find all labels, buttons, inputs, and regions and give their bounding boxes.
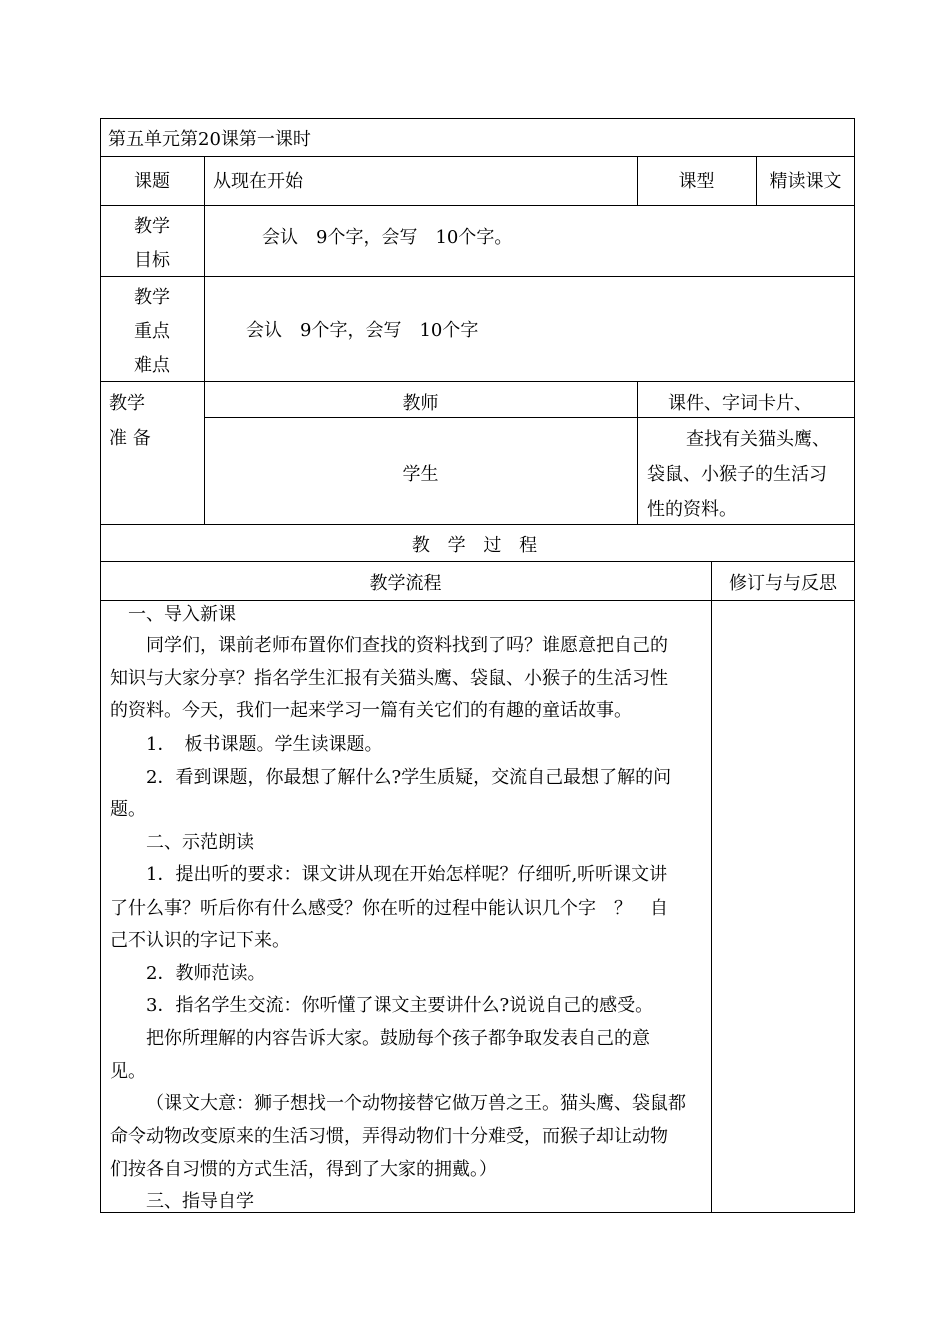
goal-label-line-1: 教学 bbox=[134, 216, 170, 237]
table-rule bbox=[100, 118, 855, 119]
process-line: 们按各自习惯的方式生活，得到了大家的拥戴。） bbox=[110, 1159, 497, 1180]
process-line: 了什么事？听后你有什么感受？你在听的过程中能认识几个字 ？ 自 bbox=[110, 898, 668, 919]
prep-label-line-1: 教学 bbox=[109, 393, 145, 414]
table-rule bbox=[100, 381, 855, 382]
process-line: 1．提出听的要求：课文讲从现在开始怎样呢？仔细听,听听课文讲 bbox=[146, 864, 668, 885]
process-line: 题。 bbox=[110, 799, 146, 820]
table-rule bbox=[711, 561, 712, 1212]
prep-student-label: 学生 bbox=[402, 464, 439, 485]
table-rule bbox=[100, 561, 855, 562]
table-rule bbox=[100, 524, 855, 525]
table-rule bbox=[100, 276, 855, 277]
goal-label-line-2: 目标 bbox=[134, 250, 170, 271]
table-rule bbox=[100, 205, 855, 206]
lesson-unit-title: 第五单元第20课第一课时 bbox=[108, 129, 311, 150]
process-line: 的资料。今天，我们一起来学习一篇有关它们的有趣的童话故事。 bbox=[110, 700, 632, 721]
flow-header: 教学流程 bbox=[369, 573, 442, 594]
prep-student-value-line-1: 查找有关猫头鹰、 bbox=[686, 429, 830, 450]
process-line: 知识与大家分享？指名学生汇报有关猫头鹰、袋鼠、小猴子的生活习性 bbox=[110, 668, 668, 689]
key-label-line-2: 重点 bbox=[134, 321, 170, 342]
process-line: 1． 板书课题。学生读课题。 bbox=[146, 734, 383, 755]
table-rule bbox=[100, 156, 855, 157]
process-line: 2．教师范读。 bbox=[146, 963, 266, 984]
process-line: 2．看到课题，你最想了解什么?学生质疑，交流自己最想了解的问 bbox=[146, 767, 672, 788]
prep-label-line-2: 准 备 bbox=[109, 428, 151, 449]
key-value: 会认 9个字，会写 10个字 bbox=[246, 320, 479, 341]
table-rule bbox=[100, 600, 855, 601]
process-line: 见。 bbox=[110, 1061, 146, 1082]
goal-value: 会认 9个字，会写 10个字。 bbox=[262, 227, 513, 248]
prep-student-value-line-2: 袋鼠、小猴子的生活习 bbox=[647, 464, 827, 485]
prep-student-value-line-3: 性的资料。 bbox=[647, 499, 737, 520]
key-label-line-1: 教学 bbox=[134, 287, 170, 308]
table-rule bbox=[637, 381, 638, 524]
process-line: （课文大意：狮子想找一个动物接替它做万兽之王。猫头鹰、袋鼠都 bbox=[146, 1093, 686, 1114]
process-line: 命令动物改变原来的生活习惯，弄得动物们十分难受，而猴子却让动物 bbox=[110, 1126, 668, 1147]
process-title: 教 学 过 程 bbox=[411, 535, 544, 556]
topic-value: 从现在开始 bbox=[213, 171, 303, 192]
process-line: 三、指导自学 bbox=[146, 1191, 254, 1212]
process-line: 把你所理解的内容告诉大家。鼓励每个孩子都争取发表自己的意 bbox=[146, 1028, 650, 1049]
type-value: 精读课文 bbox=[769, 171, 842, 192]
type-label: 课型 bbox=[678, 171, 715, 192]
process-line: 同学们，课前老师布置你们查找的资料找到了吗？谁愿意把自己的 bbox=[146, 635, 668, 656]
key-label-line-3: 难点 bbox=[134, 355, 170, 376]
topic-label: 课题 bbox=[134, 171, 170, 192]
table-rule bbox=[204, 417, 855, 418]
process-line: 3．指名学生交流：你听懂了课文主要讲什么?说说自己的感受。 bbox=[146, 995, 654, 1016]
revise-header: 修订与与反思 bbox=[729, 573, 837, 594]
process-line: 己不认识的字记下来。 bbox=[110, 930, 290, 951]
process-line: 二、示范朗读 bbox=[146, 832, 254, 853]
prep-teacher-value: 课件、字词卡片、 bbox=[668, 393, 812, 414]
prep-teacher-label: 教师 bbox=[402, 393, 439, 414]
process-line: 一、导入新课 bbox=[128, 604, 236, 625]
